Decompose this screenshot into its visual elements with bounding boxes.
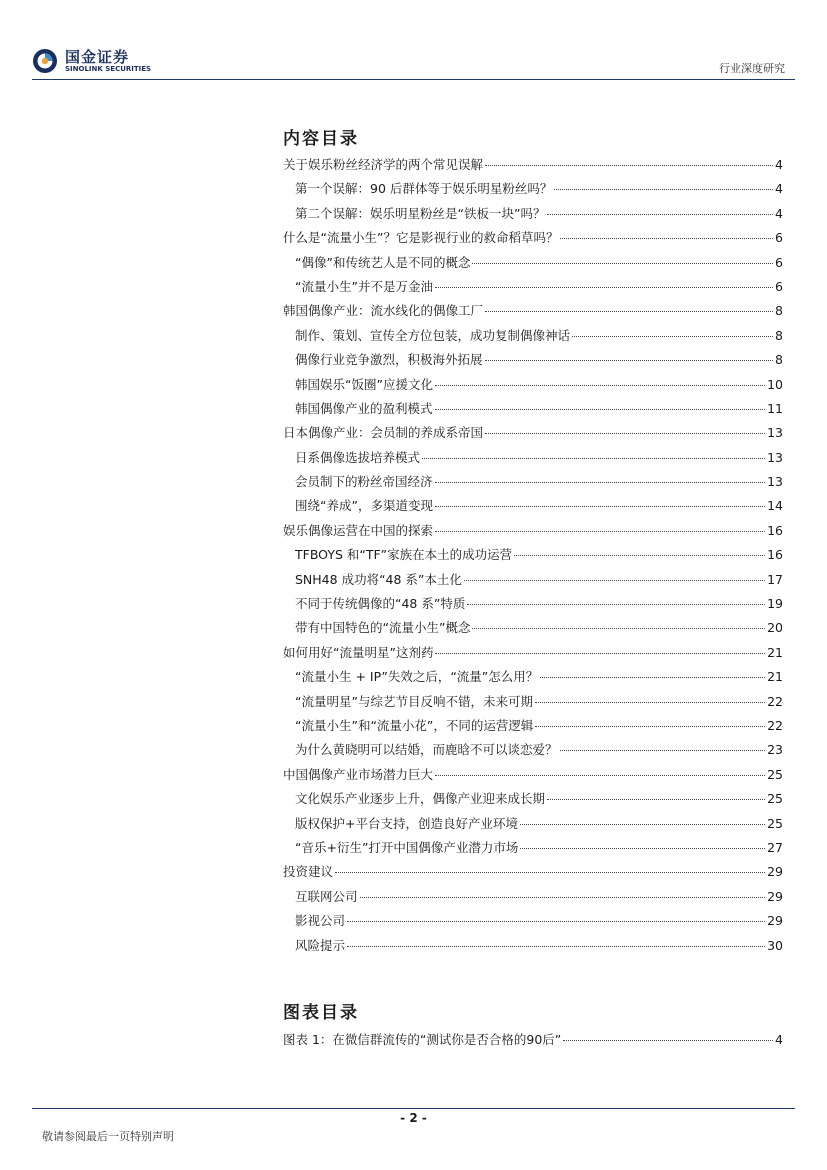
toc-title: 内容目录 — [283, 129, 359, 149]
toc-entry-page: 6 — [775, 230, 783, 246]
toc-entry[interactable] — [283, 862, 783, 886]
dot-leader — [485, 165, 773, 166]
dot-leader — [547, 799, 765, 800]
toc-entry-page: 16 — [767, 547, 783, 563]
dot-leader — [560, 750, 766, 751]
toc-entry-title: 韩国娱乐“饭圈”应援文化 — [295, 376, 433, 392]
toc-entry-page: 4 — [775, 157, 783, 172]
toc-entry-title: “流量小生”并不是万金油 — [295, 278, 433, 294]
toc-entry-title: 带有中国特色的“流量小生”概念 — [295, 620, 471, 636]
toc-entry-title: “音乐+衍生”打开中国偶像产业潜力市场 — [295, 839, 519, 855]
dot-leader — [435, 409, 766, 410]
toc-entry[interactable] — [283, 814, 783, 838]
dot-leader — [514, 555, 765, 556]
toc-entry[interactable] — [283, 594, 783, 618]
dot-leader — [485, 360, 774, 361]
dot-leader — [485, 433, 765, 434]
figure-list-title: 图表目录 — [283, 1003, 359, 1023]
toc-entry-page: 11 — [767, 400, 783, 416]
toc-entry-title: SNH48 成功将“48 系”本土化 — [295, 571, 462, 587]
toc-entry-page: 29 — [767, 913, 783, 929]
toc-entry[interactable] — [283, 496, 783, 520]
dot-leader — [520, 824, 765, 825]
toc-entry[interactable] — [283, 545, 783, 569]
footer-divider — [32, 1108, 795, 1109]
dot-leader — [485, 311, 773, 312]
toc-entry-title: 第二个误解：娱乐明星粉丝是“铁板一块”吗？ — [295, 205, 546, 221]
toc-entry[interactable] — [283, 204, 783, 228]
header-divider — [32, 79, 795, 80]
toc-entry-page: 27 — [767, 839, 783, 855]
dot-leader — [563, 1040, 773, 1041]
toc-entry-title: 娱乐偶像运营在中国的探索 — [283, 522, 434, 538]
toc-entry-page: 8 — [775, 303, 783, 319]
toc-entry-page: 13 — [767, 474, 783, 490]
toc-entry[interactable] — [283, 179, 783, 203]
toc-entry-page: 29 — [767, 864, 783, 880]
toc-entry-title: 影视公司 — [295, 913, 346, 929]
toc-entry[interactable] — [283, 887, 783, 911]
toc-entry-title: 如何用好“流量明星”这剂药 — [283, 644, 434, 660]
dot-leader — [360, 897, 766, 898]
dot-leader — [560, 238, 773, 239]
dot-leader — [554, 189, 773, 190]
toc-entry[interactable] — [283, 1030, 783, 1054]
logo-english-name: SINOLINK SECURITIES — [65, 65, 152, 73]
dot-leader — [435, 653, 765, 654]
toc-entry-page: 20 — [767, 620, 783, 636]
dot-leader — [435, 531, 765, 532]
toc-entry-title: 互联网公司 — [295, 888, 358, 904]
dot-leader — [464, 580, 765, 581]
toc-entry-title: 围绕“养成”，多渠道变现 — [295, 498, 433, 514]
toc-entry[interactable] — [283, 716, 783, 740]
toc-entry-title: TFBOYS 和“TF”家族在本土的成功运营 — [295, 547, 513, 563]
toc-entry[interactable] — [283, 350, 783, 374]
toc-entry-page: 10 — [767, 376, 783, 392]
toc-entry-title: 制作、策划、宣传全方位包装，成功复制偶像神话 — [295, 327, 571, 343]
toc-entry[interactable] — [283, 667, 783, 691]
toc-entry[interactable] — [283, 936, 783, 960]
dot-leader — [547, 214, 773, 215]
toc-entry[interactable] — [283, 277, 783, 301]
toc-entry-page: 23 — [767, 742, 783, 758]
toc-entry[interactable] — [283, 692, 783, 716]
toc-entry-page: 14 — [767, 498, 783, 514]
toc-entry-page: 6 — [775, 254, 783, 270]
sinolink-logo-icon — [32, 48, 58, 74]
company-logo — [32, 46, 162, 78]
toc-entry[interactable] — [283, 570, 783, 594]
toc-entry[interactable] — [283, 911, 783, 935]
toc-entry-title: 投资建议 — [283, 864, 334, 880]
toc-entry-page: 4 — [775, 1032, 783, 1047]
toc-entry[interactable] — [283, 618, 783, 642]
dot-leader — [435, 775, 765, 776]
toc-entry[interactable] — [283, 448, 783, 472]
dot-leader — [335, 872, 765, 873]
toc-entry[interactable] — [283, 375, 783, 399]
toc-entry[interactable] — [283, 301, 783, 325]
toc-entry[interactable] — [283, 521, 783, 545]
toc-entry[interactable] — [283, 472, 783, 496]
toc-entry[interactable] — [283, 253, 783, 277]
toc-entry-page: 13 — [767, 425, 783, 441]
dot-leader — [540, 677, 765, 678]
toc-entry-page: 4 — [775, 181, 783, 197]
toc-entry-title: 第一个误解：90 后群体等于娱乐明星粉丝吗？ — [295, 181, 553, 197]
dot-leader — [572, 336, 773, 337]
toc-entry-title: “流量明星”与综艺节目反响不错，未来可期 — [295, 693, 533, 709]
toc-entry[interactable] — [283, 228, 783, 252]
toc-entry[interactable] — [283, 155, 783, 179]
toc-entry-title: “偶像”和传统艺人是不同的概念 — [295, 254, 471, 270]
toc-entry[interactable] — [283, 838, 783, 862]
toc-entry-page: 4 — [775, 205, 783, 221]
page-number: - 2 - — [400, 1111, 427, 1125]
toc-entry-title: 日系偶像选拔培养模式 — [295, 449, 421, 465]
toc-entry-title: 关于娱乐粉丝经济学的两个常见误解 — [283, 157, 484, 172]
dot-leader — [422, 458, 765, 459]
toc-entry-title: 什么是“流量小生”？它是影视行业的救命稻草吗？ — [283, 230, 559, 246]
toc-entry-page: 25 — [767, 791, 783, 807]
toc-entry-page: 21 — [767, 669, 783, 685]
toc-entry-title: 会员制下的粉丝帝国经济 — [295, 474, 433, 490]
dot-leader — [435, 385, 765, 386]
dot-leader — [467, 604, 765, 605]
toc-entry-title: 日本偶像产业：会员制的养成系帝国 — [283, 425, 484, 441]
dot-leader — [435, 287, 773, 288]
toc-entry[interactable] — [283, 740, 783, 764]
toc-entry-title: 韩国偶像产业：流水线化的偶像工厂 — [283, 303, 484, 319]
toc-entry-page: 16 — [767, 522, 783, 538]
toc-entry[interactable] — [283, 789, 783, 813]
toc-entry-title: 文化娱乐产业逐步上升，偶像产业迎来成长期 — [295, 791, 546, 807]
toc-entry-page: 13 — [767, 449, 783, 465]
toc-entry-title: 偶像行业竞争激烈，积极海外拓展 — [295, 352, 483, 368]
table-of-contents — [283, 155, 783, 960]
dot-leader — [520, 848, 765, 849]
dot-leader — [472, 628, 765, 629]
figure-list — [283, 1030, 783, 1054]
dot-leader — [472, 263, 773, 264]
toc-entry-page: 29 — [767, 888, 783, 904]
toc-entry-title: 为什么黄晓明可以结婚，而鹿晗不可以谈恋爱？ — [295, 742, 558, 758]
report-type-label: 行业深度研究 — [719, 62, 785, 75]
toc-entry[interactable] — [283, 765, 783, 789]
toc-entry-page: 21 — [767, 644, 783, 660]
toc-entry-page: 8 — [775, 352, 783, 368]
toc-entry-title: 不同于传统偶像的“48 系”特质 — [295, 596, 466, 612]
toc-entry-title: 图表 1：在微信群流传的“测试你是否合格的90后” — [283, 1032, 562, 1047]
logo-chinese-name: 国金证券 — [65, 48, 130, 66]
toc-entry-title: 风险提示 — [295, 937, 346, 953]
toc-entry[interactable] — [283, 326, 783, 350]
toc-entry-title: “流量小生 + IP”失效之后，“流量”怎么用？ — [295, 669, 539, 685]
toc-entry-page: 30 — [767, 937, 783, 953]
toc-entry-page: 25 — [767, 815, 783, 831]
toc-entry-title: 韩国偶像产业的盈利模式 — [295, 400, 433, 416]
toc-entry-page: 6 — [775, 278, 783, 294]
dot-leader — [435, 506, 765, 507]
toc-entry-title: 版权保护+平台支持，创造良好产业环境 — [295, 815, 518, 831]
dot-leader — [535, 726, 765, 727]
toc-entry[interactable] — [283, 423, 783, 447]
toc-entry-page: 19 — [767, 596, 783, 612]
dot-leader — [347, 946, 765, 947]
toc-entry-page: 25 — [767, 766, 783, 782]
toc-entry-page: 17 — [767, 571, 783, 587]
toc-entry[interactable] — [283, 399, 783, 423]
disclaimer-note: 敬请参阅最后一页特别声明 — [42, 1130, 174, 1143]
toc-entry-page: 22 — [767, 693, 783, 709]
dot-leader — [435, 482, 766, 483]
toc-entry-title: 中国偶像产业市场潜力巨大 — [283, 766, 434, 782]
toc-entry[interactable] — [283, 643, 783, 667]
dot-leader — [535, 702, 765, 703]
toc-entry-page: 22 — [767, 717, 783, 733]
dot-leader — [347, 921, 765, 922]
toc-entry-page: 8 — [775, 327, 783, 343]
toc-entry-title: “流量小生”和“流量小花”，不同的运营逻辑 — [295, 717, 534, 733]
